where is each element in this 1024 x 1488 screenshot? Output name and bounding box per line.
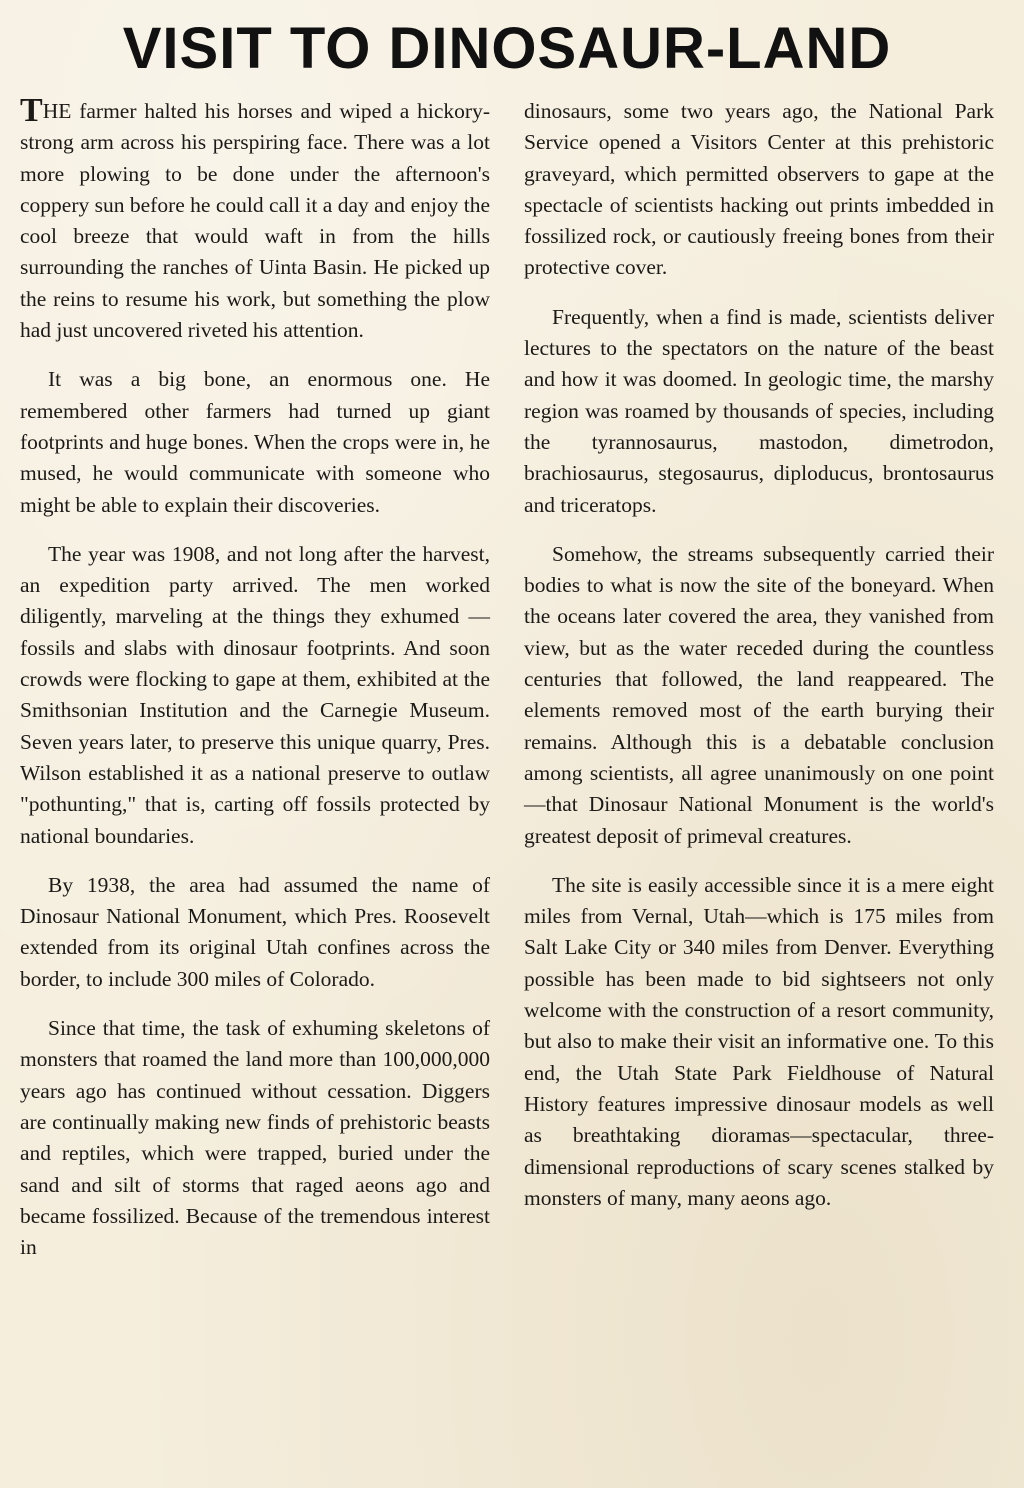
paragraph: The site is easily accessible since it is a mere eight miles from Vernal, Utah—which is 175 miles from Salt Lake City or 340 miles from Denver. Everything possible has been made to bid sightseers not only welcome with the construction of a resort community, but also to make their visit an informative one. To this end, the Utah State Park Fieldhouse of Natural History features impressive dinosaur models as well as breathtaking dioramas—spectacular, three-dimensional reproductions of scary scenes stalked by monsters of many, many aeons ago.: [524, 872, 994, 1210]
paragraph: [20, 92, 490, 346]
paragraph: The year was 1908, and not long after the harvest, an expedition party arrived. The men worked diligently, marveling at the things they exhumed — fossils and slabs with dinosaur footprints. And soon crowds were flocking to gape at them, exhibited at the Smithsonian Institution and the Carnegie Museum. Seven years later, to preserve this unique quarry, Pres. Wilson established it as a national preserve to outlaw "pothunting," that is, carting off fossils protected by national boundaries.: [20, 541, 490, 848]
drop-cap: T: [20, 92, 43, 129]
paragraph: Since that time, the task of exhuming skeletons of monsters that roamed the land more than 100,000,000 years ago has continued without cessation. Diggers are continually making new finds of prehistoric beasts and reptiles, which were trapped, buried under the sand and silt of storms that raged aeons ago and became fossilized. Because of the tremendous interest in: [20, 1016, 490, 1260]
paragraph-text: HE farmer halted his horses and wiped a hickory-strong arm across his perspiring face. There was a lot more plowing to be done under the afternoon's coppery sun before he could call it a day and enjoy the cool breeze that would waft in from the hills surrounding the ranches of Uinta Basin. He picked up the reins to resume his work, but something the plow had just uncovered riveted his attention.: [20, 99, 490, 343]
paragraph: dinosaurs, some two years ago, the National Park Service opened a Visitors Center at this prehistoric graveyard, which permitted observers to gape at the spectacle of scientists hacking out prints imbedded in fossilized rock, or cautiously freeing bones from their protective cover.: [524, 99, 994, 280]
article-columns: [20, 92, 994, 1281]
right-column: [524, 96, 994, 1281]
paragraph: Frequently, when a find is made, scientists deliver lectures to the spectators on the nature of the beast and how it was doomed. In geologic time, the marshy region was roamed by thousands of species, including the tyrannosaurus, mastodon, dimetrodon, brachiosaurus, stegosaurus, diploducus, brontosaurus and triceratops.: [524, 304, 994, 517]
paragraph: It was a big bone, an enormous one. He remembered other farmers had turned up giant footprints and huge bones. When the crops were in, he mused, he would communicate with someone who might be able to explain their discoveries.: [20, 367, 490, 517]
left-column: [20, 92, 490, 1281]
article-title: VISIT TO DINOSAUR-LAND: [122, 16, 892, 81]
paragraph: By 1938, the area had assumed the name of Dinosaur National Monument, which Pres. Roosevelt extended from its original Utah confines across the border, to include 300 miles of Colorado.: [20, 872, 490, 991]
paragraph: Somehow, the streams subsequently carried their bodies to what is now the site of the boneyard. When the oceans later covered the area, they vanished from view, but as the water receded during the countless centuries that followed, the land reappeared. The elements removed most of the earth burying their remains. Although this is a debatable conclusion among scientists, all agree unanimously on one point—that Dinosaur National Monument is the world's greatest deposit of primeval creatures.: [524, 541, 994, 848]
